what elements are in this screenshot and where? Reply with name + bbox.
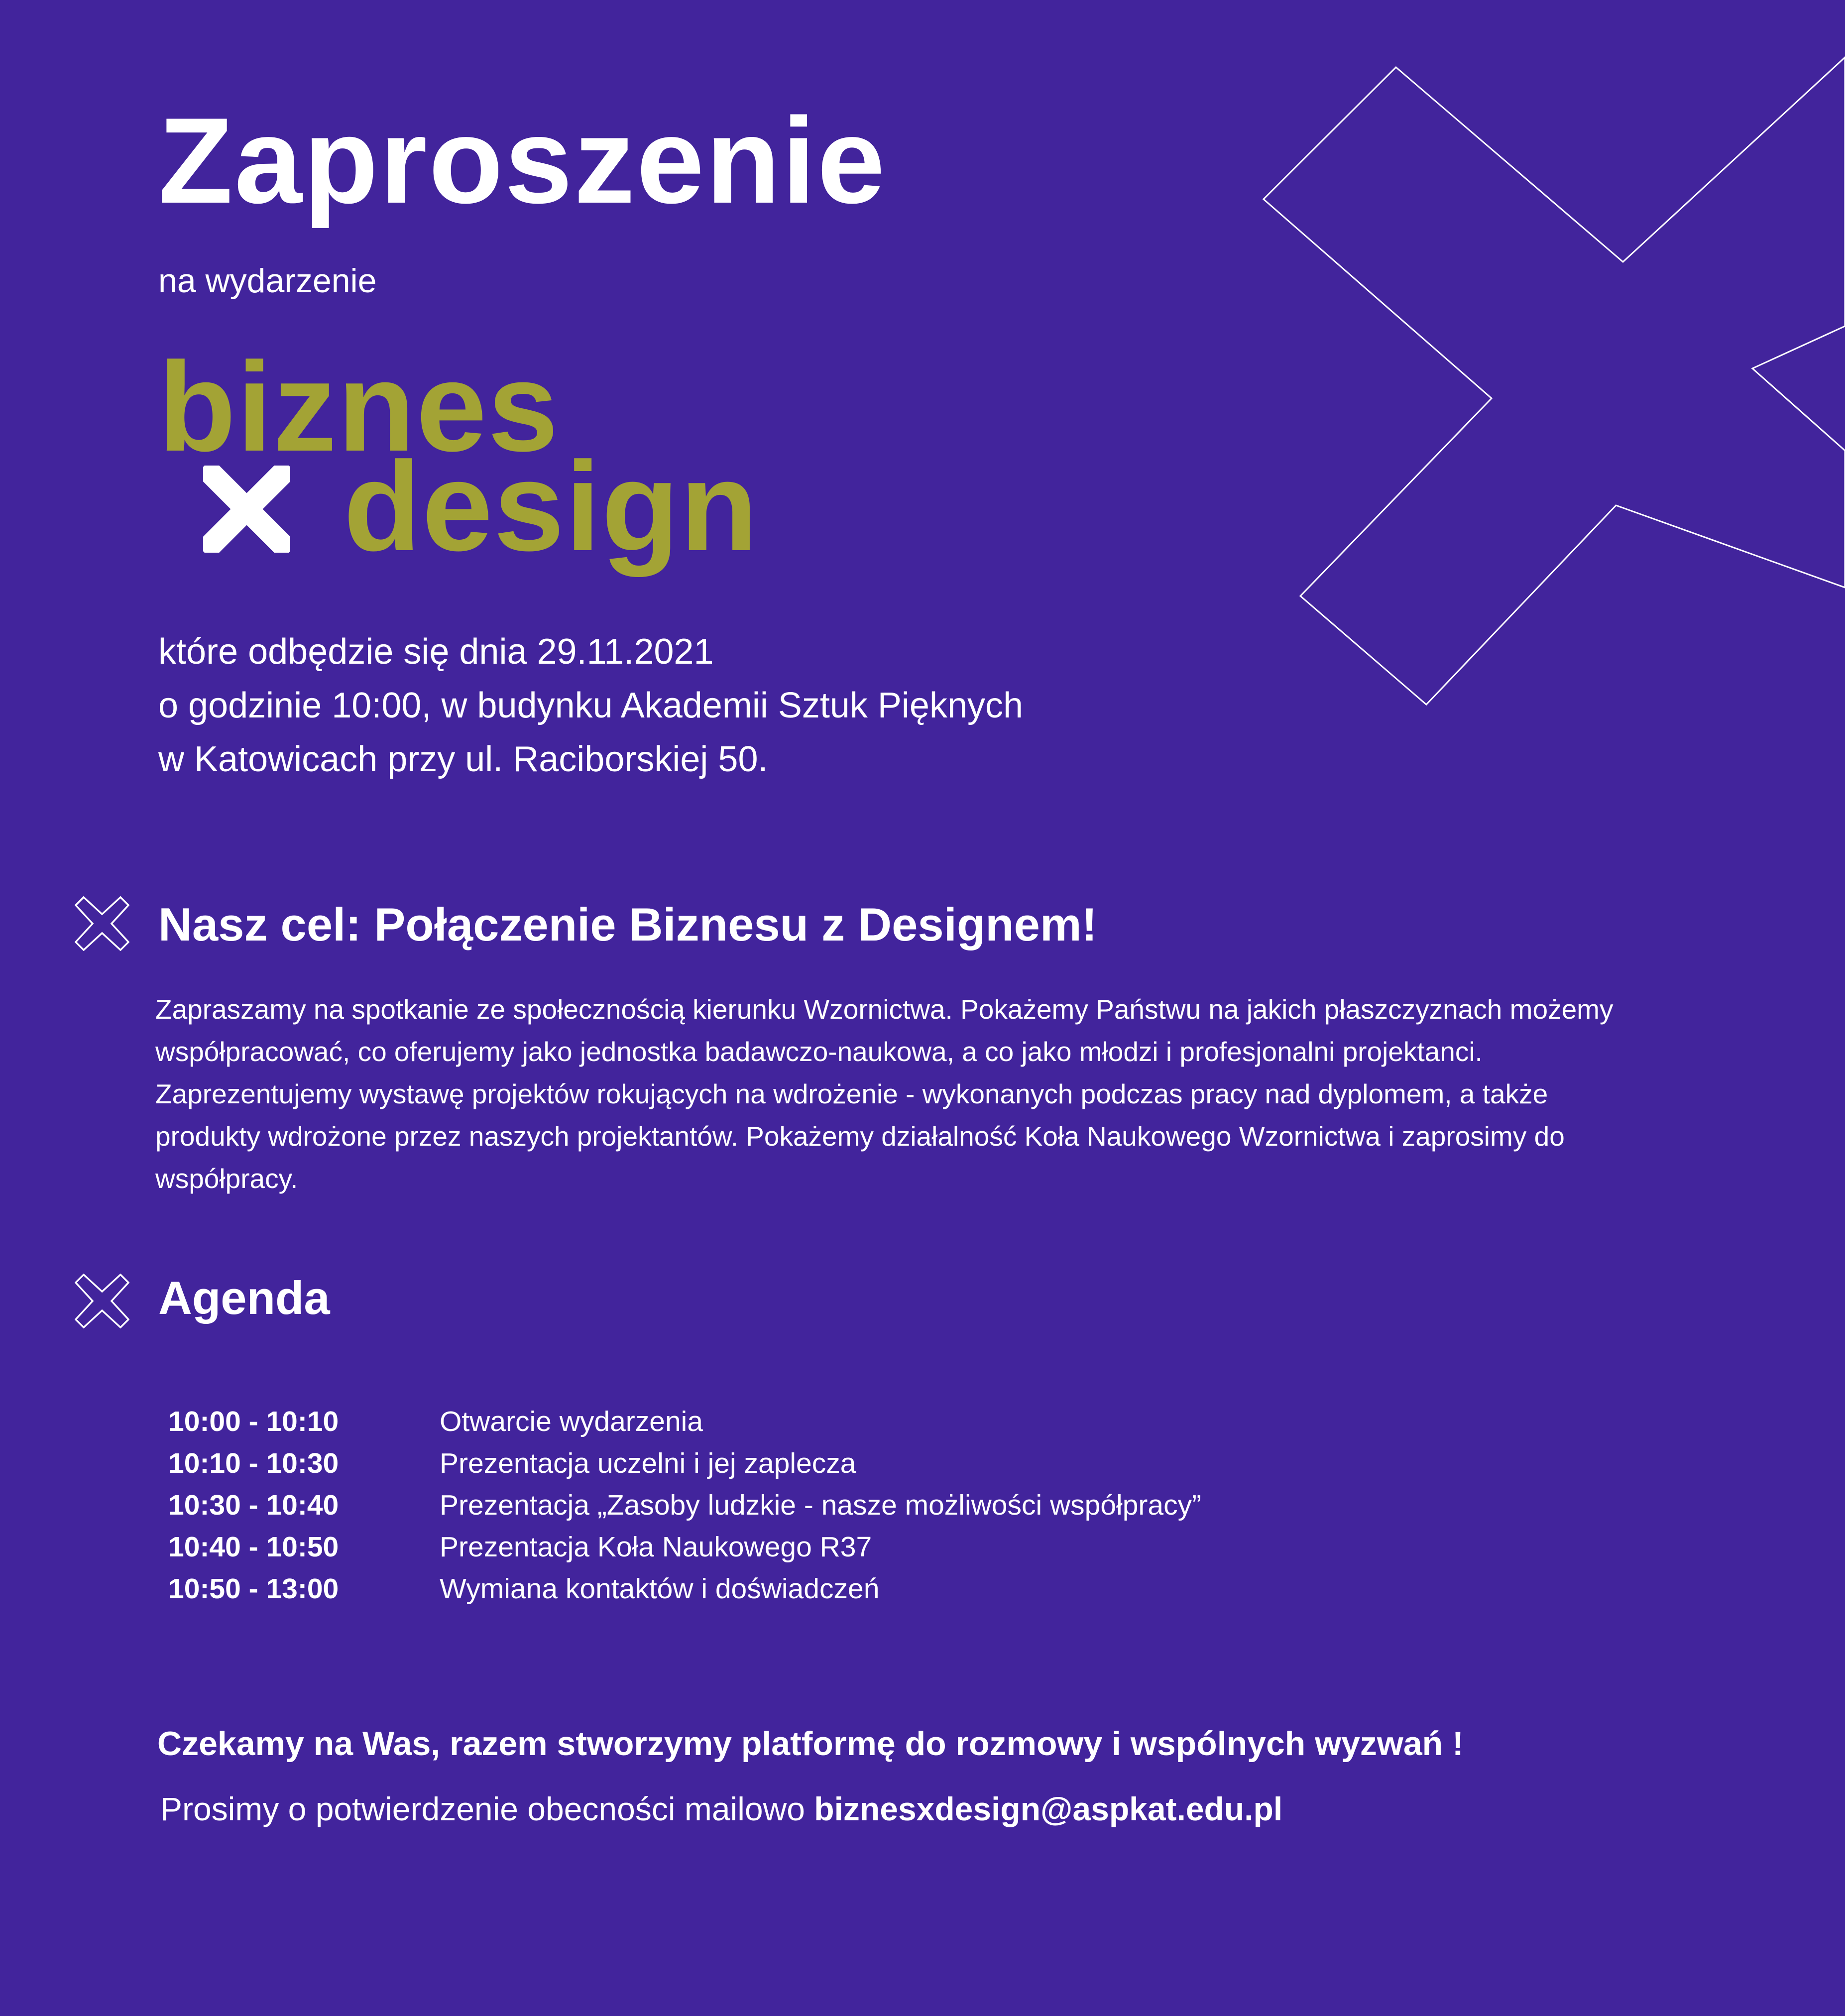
closing-message: Czekamy na Was, razem stworzymy platformę do rozmowy i wspólnych wyzwań ! — [157, 1725, 1464, 1763]
goal-heading: Nasz cel: Połączenie Biznesu z Designem! — [158, 898, 1097, 950]
agenda-time: 10:40 - 10:50 — [168, 1531, 339, 1563]
agenda-heading: Agenda — [158, 1272, 330, 1324]
agenda-time: 10:30 - 10:40 — [168, 1489, 339, 1521]
logo-word-design: design — [344, 436, 759, 578]
agenda-time: 10:10 - 10:30 — [168, 1447, 339, 1479]
goal-paragraph: Zapraszamy na spotkanie ze społecznością kierunku Wzornictwa. Pokażemy Państwu na jakich płaszczyznach możemy współpracować, co oferujemy jako jednostka badawczo-naukowa, a co jako młodzi i profesjonalni projektanci. Zaprezentujemy wystawę projektów rokujących na wdrożenie - wykonanych podczas pracy nad dyplomem, a także produkty wdrożone przez naszych projektantów. Pokażemy działalność Koła Naukowego Wzornictwa i zaprosimy do współpracy. — [155, 994, 1614, 1194]
event-date-line: które odbędzie się dnia 29.11.2021 — [158, 632, 714, 672]
agenda-time: 10:00 - 10:10 — [168, 1406, 339, 1437]
agenda-time: 10:50 - 13:00 — [168, 1573, 339, 1605]
event-time-location-line: o godzinie 10:00, w budynku Akademii Sztuk Pięknych — [158, 686, 1024, 725]
agenda-label: Prezentacja „Zasoby ludzkie - nasze możliwości współpracy” — [440, 1489, 1202, 1521]
rsvp-line — [160, 1792, 1282, 1825]
agenda-label: Otwarcie wydarzenia — [440, 1406, 703, 1437]
subtitle: na wydarzenie — [158, 262, 377, 300]
event-address-line: w Katowicach przy ul. Raciborskiej 50. — [158, 739, 768, 779]
rsvp-text: Prosimy o potwierdzenie obecności mailowo — [160, 1790, 814, 1827]
agenda-label: Prezentacja uczelni i jej zaplecza — [440, 1447, 856, 1479]
logo-word-biznes: biznes — [158, 336, 560, 478]
agenda-label: Wymiana kontaktów i doświadczeń — [440, 1573, 880, 1605]
agenda-label: Prezentacja Koła Naukowego R37 — [440, 1531, 872, 1563]
x-outline-icon — [75, 896, 129, 951]
rsvp-email-link[interactable]: biznesxdesign@aspkat.edu.pl — [814, 1790, 1283, 1827]
page-title: Zaproszenie — [158, 92, 887, 229]
x-outline-icon — [75, 1274, 129, 1328]
x-icon — [203, 466, 290, 553]
event-details — [158, 625, 1023, 786]
